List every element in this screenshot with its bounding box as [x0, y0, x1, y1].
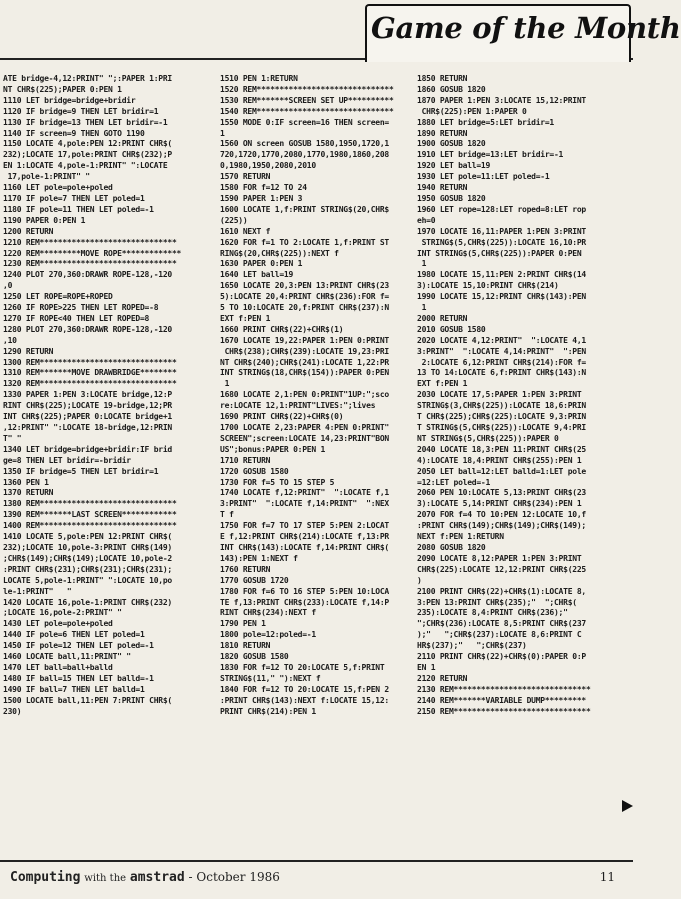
code-line: 1680 LOCATE 2,1:PEN 0:PRINT"1UP:";sco — [220, 390, 389, 400]
code-line: 2000 RETURN — [417, 313, 468, 323]
code-line: 232);LOCATE 10,pole-3:PRINT CHR$(149) — [3, 542, 172, 552]
footer-issue-date: - October 1986 — [188, 870, 280, 884]
code-line: SCREEN";screen:LOCATE 14,23:PRINT"BON — [220, 433, 389, 443]
code-line: 5 TO 10:LOCATE 20,f:PRINT CHR$(237):N — [220, 303, 389, 313]
code-line: 1670 LOCATE 19,22:PAPER 1:PEN 0:PRINT — [220, 335, 389, 345]
code-line: 1360 PEN 1 — [3, 477, 49, 487]
code-line: 1240 PLOT 270,360:DRAWR ROPE-128,-120 — [3, 270, 172, 280]
code-line: 1140 IF screen=9 THEN GOTO 1190 — [3, 128, 145, 138]
code-line: CHR$(225):LOCATE 12,12:PRINT CHR$(225 — [417, 564, 586, 574]
code-line: 1740 LOCATE f,12:PRINT" ":LOCATE f,1 — [220, 488, 389, 498]
code-line: 1310 REM*******MOVE DRAWBRIDGE******** — [3, 368, 177, 378]
code-line: 17,pole-1:PRINT" " — [3, 172, 90, 182]
code-line: le-1:PRINT" " — [3, 586, 72, 596]
code-line: 1530 REM*******SCREEN SET UP********** — [220, 95, 394, 105]
code-line: NT STRING$(5,CHR$(225)):PAPER 0 — [417, 433, 559, 443]
footer-brand-computing: Computing — [10, 870, 81, 885]
code-line: RING$(20,CHR$(225)):NEXT f — [220, 248, 339, 258]
code-line: 1430 LET pole=pole+poled — [3, 619, 113, 629]
code-line: 3:PRINT" ":LOCATE 4,14:PRINT" ":PEN — [417, 346, 586, 356]
code-line: 0,1980,1950,2080,2010 — [220, 161, 316, 171]
continue-arrow-icon — [622, 800, 633, 812]
code-line: 1940 RETURN — [417, 183, 468, 193]
code-line: eh=0 — [417, 215, 436, 225]
code-line: );" ";CHR$(237):LOCATE 8,6:PRINT C — [417, 630, 582, 640]
code-line: 5):LOCATE 20,4:PRINT CHR$(236):FOR f= — [220, 292, 389, 302]
code-line: RINT CHR$(234):NEXT f — [220, 608, 316, 618]
code-line: 1230 REM****************************** — [3, 259, 177, 269]
code-line: EN 1 — [417, 662, 436, 672]
code-line: 1130 IF bridge=13 THEN LET bridir=-1 — [3, 117, 168, 127]
code-line: 143):PEN 1:NEXT f — [220, 553, 298, 563]
code-line: ";CHR$(236):LOCATE 8,5:PRINT CHR$(237 — [417, 619, 586, 629]
code-line: 1190 PAPER 0:PEN 1 — [3, 215, 86, 225]
listing-column-2 — [220, 74, 410, 717]
code-line: 1580 FOR f=12 TO 24 — [220, 183, 307, 193]
code-line: 1220 REM*********MOVE ROPE************* — [3, 248, 182, 258]
code-line: 1300 REM****************************** — [3, 357, 177, 367]
code-line: STRING$(5,CHR$(225)):LOCATE 16,10:PR — [417, 237, 586, 247]
code-line: ;CHR$(149);CHR$(149);LOCATE 10,pole-2 — [3, 553, 172, 563]
code-line: 1700 LOCATE 2,23:PAPER 4:PEN 0:PRINT" — [220, 423, 389, 432]
code-line: 1520 REM****************************** — [220, 84, 394, 94]
code-line: 1630 PAPER 0:PEN 1 — [220, 259, 303, 269]
code-line: T CHR$(225);CHR$(225):LOCATE 9,3:PRIN — [417, 412, 586, 422]
code-line: 1480 IF ball=15 THEN LET balld=-1 — [3, 673, 154, 683]
code-line: 1970 LOCATE 16,11:PAPER 1:PEN 3:PRINT — [417, 226, 586, 236]
code-line: 1850 RETURN — [417, 74, 468, 83]
listing-column-3 — [417, 74, 617, 717]
code-line: 1 — [417, 259, 427, 269]
code-line: 1420 LOCATE 16,pole-1:PRINT CHR$(232) — [3, 597, 172, 607]
code-line: 1460 LOCATE ball,11:PRINT" " — [3, 652, 131, 662]
code-line: LOCATE 5,pole-1:PRINT" ":LOCATE 10,po — [3, 575, 172, 585]
code-line: 1560 ON screen GOSUB 1580,1950,1720,1 — [220, 139, 389, 149]
code-line: 1910 LET bridge=13:LET bridir=-1 — [417, 150, 564, 160]
code-line: 1410 LOCATE 5,pole:PEN 12:PRINT CHR$( — [3, 532, 172, 542]
code-line: INT CHR$(143):LOCATE f,14:PRINT CHR$( — [220, 542, 389, 552]
code-line: 4):LOCATE 18,4:PRINT CHR$(255):PEN 1 — [417, 455, 582, 465]
code-line: 1150 LOCATE 4,pole:PEN 12:PRINT CHR$( — [3, 139, 172, 149]
code-line: 1110 LET bridge=bridge+bridir — [3, 95, 136, 105]
code-line: ATE bridge-4,12:PRINT" ";:PAPER 1:PRI — [3, 74, 172, 83]
code-line: 1650 LOCATE 20,3:PEN 13:PRINT CHR$(23 — [220, 281, 389, 291]
code-line: 235):LOCATE 8,4:PRINT CHR$(236);" — [417, 608, 568, 618]
code-line: 1600 LOCATE 1,f:PRINT STRING$(20,CHR$ — [220, 204, 389, 214]
code-line: NT CHR$(240);CHR$(241):LOCATE 1,22:PR — [220, 357, 389, 367]
code-line: :PRINT CHR$(143):NEXT f:LOCATE 15,12: — [220, 695, 389, 705]
code-line: STRING$(11," "):NEXT f — [220, 673, 321, 683]
code-line: 1400 REM****************************** — [3, 521, 177, 531]
code-line: 1720 GOSUB 1580 — [220, 466, 289, 476]
code-line: 1780 FOR f=6 TO 16 STEP 5:PEN 10:LOCA — [220, 586, 389, 596]
code-line: 232);LOCATE 17,pole:PRINT CHR$(232);P — [3, 150, 172, 160]
code-line: ,12:PRINT" ":LOCATE 18-bridge,12:PRIN — [3, 423, 172, 432]
code-line: 3:PEN 13:PRINT CHR$(235);" ";CHR$( — [417, 597, 577, 607]
code-line: PRINT CHR$(214):PEN 1 — [220, 706, 316, 716]
code-line: =12:LET poled=-1 — [417, 477, 491, 487]
code-line: 2060 PEN 10:LOCATE 5,13:PRINT CHR$(23 — [417, 488, 586, 498]
footer-with-the: with the — [84, 873, 127, 884]
code-line: 1270 IF ROPE<40 THEN LET ROPED=8 — [3, 313, 150, 323]
code-line: INT STRING$(5,CHR$(225)):PAPER 0:PEN — [417, 248, 582, 258]
code-line: 1440 IF pole=6 THEN LET poled=1 — [3, 630, 145, 640]
code-line: 1290 RETURN — [3, 346, 54, 356]
code-line: 1760 RETURN — [220, 564, 271, 574]
code-line: (225)) — [220, 215, 248, 225]
code-line: 2150 REM****************************** — [417, 706, 591, 716]
code-line: 1200 RETURN — [3, 226, 54, 236]
code-line: 1610 NEXT f — [220, 226, 271, 236]
code-line: T f — [220, 510, 234, 520]
code-line: RINT CHR$(225);LOCATE 19-bridge,12;PR — [3, 401, 172, 411]
code-line: 1870 PAPER 1:PEN 3:LOCATE 15,12:PRINT — [417, 95, 586, 105]
code-line: 1660 PRINT CHR$(22)+CHR$(1) — [220, 324, 344, 334]
code-line: 1960 LET rope=128:LET roped=8:LET rop — [417, 204, 586, 214]
code-line: 1160 LET pole=pole+poled — [3, 183, 113, 193]
code-listing — [0, 60, 633, 862]
code-line: 1830 FOR f=12 TO 20:LOCATE 5,f:PRINT — [220, 662, 385, 672]
code-line: EXT f:PEN 1 — [417, 379, 468, 389]
code-line: 1790 PEN 1 — [220, 619, 266, 629]
code-line: 1250 LET ROPE=ROPE+ROPED — [3, 292, 113, 302]
code-line: NT CHR$(225);PAPER 0:PEN 1 — [3, 84, 122, 94]
code-line: ) — [417, 575, 422, 585]
code-line: EN 1:LOCATE 4,pole-1:PRINT" ":LOCATE — [3, 161, 168, 171]
footer-brand-amstrad: amstrad — [129, 870, 185, 885]
code-line: 1470 LET ball=ball+balld — [3, 662, 113, 672]
code-line: 2:LOCATE 6,12:PRINT CHR$(214):FOR f= — [417, 357, 586, 367]
code-line: 2140 REM*******VARIABLE DUMP********* — [417, 695, 586, 705]
code-line: 1950 GOSUB 1820 — [417, 193, 486, 203]
code-line: 1730 FOR f=5 TO 15 STEP 5 — [220, 477, 335, 487]
code-line: INT STRING$(18,CHR$(154)):PAPER 0:PEN — [220, 368, 389, 378]
code-line: US";bonus:PAPER 0:PEN 1 — [220, 444, 326, 454]
code-line: 1820 GOSUB 1580 — [220, 652, 289, 662]
code-line: 1 — [417, 303, 427, 313]
code-line: 1340 LET bridge=bridge+bridir:IF brid — [3, 444, 172, 454]
code-line: 1620 FOR f=1 TO 2:LOCATE 1,f:PRINT ST — [220, 237, 389, 247]
code-line: 1350 IF bridge=5 THEN LET bridir=1 — [3, 466, 159, 476]
code-line: CHR$(238);CHR$(239):LOCATE 19,23:PRI — [220, 346, 389, 356]
code-line: 3):LOCATE 5,14:PRINT CHR$(234):PEN 1 — [417, 499, 582, 509]
code-line: ;LOCATE 16,pole-2:PRINT" " — [3, 608, 122, 618]
code-line: STRING$(3,CHR$(225)):LOCATE 18,6:PRIN — [417, 401, 586, 411]
code-line: 1590 PAPER 1:PEN 3 — [220, 193, 303, 203]
code-line: 13 TO 14:LOCATE 6,f:PRINT CHR$(143):N — [417, 368, 586, 378]
code-line: 2130 REM****************************** — [417, 684, 591, 694]
code-line: 1320 REM****************************** — [3, 379, 177, 389]
code-line: 1500 LOCATE ball,11:PEN 7:PRINT CHR$( — [3, 695, 172, 705]
code-line: HR$(237);" ";CHR$(237) — [417, 641, 527, 651]
code-line: 2070 FOR f=4 TO 10:PEN 12:LOCATE 10,f — [417, 510, 586, 520]
code-line: 2110 PRINT CHR$(22)+CHR$(0):PAPER 0:P — [417, 652, 586, 662]
code-line: :PRINT CHR$(231);CHR$(231);CHR$(231); — [3, 564, 172, 574]
code-line: 2050 LET ball=12:LET balld=1:LET pole — [417, 466, 586, 476]
code-line: E f,12:PRINT CHR$(214):LOCATE f,13:PR — [220, 532, 389, 542]
code-line: 1930 LET pole=11:LET poled=-1 — [417, 172, 550, 182]
code-line: 2120 RETURN — [417, 673, 468, 683]
code-line: NEXT f:PEN 1:RETURN — [417, 532, 504, 542]
page-footer — [0, 862, 633, 899]
code-line: 1490 IF ball=7 THEN LET balld=1 — [3, 684, 145, 694]
code-line: 1210 REM****************************** — [3, 237, 177, 247]
code-line: INT CHR$(225);PAPER 0:LOCATE bridge+1 — [3, 412, 172, 422]
code-line: 1810 RETURN — [220, 641, 271, 651]
code-line: 1710 RETURN — [220, 455, 271, 465]
code-line: 230) — [3, 706, 22, 716]
code-line: 1880 LET bridge=5:LET bridir=1 — [417, 117, 554, 127]
code-line: 1980 LOCATE 15,11:PEN 2:PRINT CHR$(14 — [417, 270, 586, 280]
code-line: 1450 IF pole=12 THEN LET poled=-1 — [3, 641, 154, 651]
code-line: 1770 GOSUB 1720 — [220, 575, 289, 585]
code-line: 1750 FOR f=7 TO 17 STEP 5:PEN 2:LOCAT — [220, 521, 389, 531]
code-line: 1 — [220, 379, 230, 389]
code-line: EXT f:PEN 1 — [220, 313, 271, 323]
code-line: 1900 GOSUB 1820 — [417, 139, 486, 149]
code-line: 1800 pole=12:poled=-1 — [220, 630, 316, 640]
section-title: Game of the Month — [371, 11, 681, 45]
code-line: 1550 MODE 0:IF screen=16 THEN screen= — [220, 117, 389, 127]
code-line: 2010 GOSUB 1580 — [417, 324, 486, 334]
code-line: 720,1720,1770,2080,1770,1980,1860,208 — [220, 150, 389, 160]
code-line: 1990 LOCATE 15,12:PRINT CHR$(143):PEN — [417, 292, 586, 302]
code-line: 2020 LOCATE 4,12:PRINT" ":LOCATE 4,1 — [417, 335, 586, 345]
code-line: 1570 RETURN — [220, 172, 271, 182]
listing-column-1 — [3, 74, 203, 717]
code-line: 1540 REM****************************** — [220, 106, 394, 116]
code-line: 1920 LET ball=19 — [417, 161, 491, 171]
footer-masthead — [10, 870, 280, 885]
code-line: 1390 REM*******LAST SCREEN************ — [3, 510, 177, 520]
code-line: 1840 FOR f=12 TO 20:LOCATE 15,f:PEN 2 — [220, 684, 389, 694]
code-line: 2080 GOSUB 1820 — [417, 542, 486, 552]
code-line: 1690 PRINT CHR$(22)+CHR$(0) — [220, 412, 344, 422]
page-number: 11 — [599, 870, 615, 884]
code-line: 1380 REM****************************** — [3, 499, 177, 509]
code-line: 1280 PLOT 270,360:DRAWR ROPE-128,-120 — [3, 324, 172, 334]
code-line: ,10 — [3, 335, 17, 345]
code-line: ,0 — [3, 281, 13, 291]
code-line: 3:PRINT" ":LOCATE f,14:PRINT" ":NEX — [220, 499, 389, 509]
code-line: 1510 PEN 1:RETURN — [220, 74, 298, 83]
code-line: 2090 LOCATE 8,12:PAPER 1:PEN 3:PRINT — [417, 553, 582, 563]
code-line: T" " — [3, 433, 22, 443]
code-line: 1260 IF ROPE>225 THEN LET ROPED=-8 — [3, 303, 159, 313]
code-line: T STRING$(5,CHR$(225)):LOCATE 9,4:PRI — [417, 423, 586, 432]
code-line: 1890 RETURN — [417, 128, 468, 138]
code-line: 3):LOCATE 15,10:PRINT CHR$(214) — [417, 281, 559, 291]
code-line: 1640 LET ball=19 — [220, 270, 294, 280]
code-line: TE f,13:PRINT CHR$(233):LOCATE f,14:P — [220, 597, 389, 607]
code-line: CHR$(225):PEN 1:PAPER 0 — [417, 106, 527, 116]
code-line: 2030 LOCATE 17,5:PAPER 1:PEN 3:PRINT — [417, 390, 582, 400]
code-line: 1860 GOSUB 1820 — [417, 84, 486, 94]
code-line: :PRINT CHR$(149);CHR$(149);CHR$(149); — [417, 521, 586, 531]
code-line: 1 — [220, 128, 225, 138]
code-line: ge=8 THEN LET bridir=-bridir — [3, 455, 131, 465]
code-line: 1370 RETURN — [3, 488, 54, 498]
code-line: 1180 IF pole=11 THEN LET poled=-1 — [3, 204, 154, 214]
code-line: 1170 IF pole=7 THEN LET poled=1 — [3, 193, 145, 203]
code-line: 1330 PAPER 1:PEN 3:LOCATE bridge,12:P — [3, 390, 172, 400]
code-line: 2100 PRINT CHR$(22)+CHR$(1):LOCATE 8, — [417, 586, 586, 596]
code-line: re:LOCATE 12,1:PRINT"LIVES:";lives — [220, 401, 376, 411]
code-line: 2040 LOCATE 18,3:PEN 11:PRINT CHR$(25 — [417, 444, 586, 454]
code-line: 1120 IF bridge=9 THEN LET bridir=1 — [3, 106, 159, 116]
